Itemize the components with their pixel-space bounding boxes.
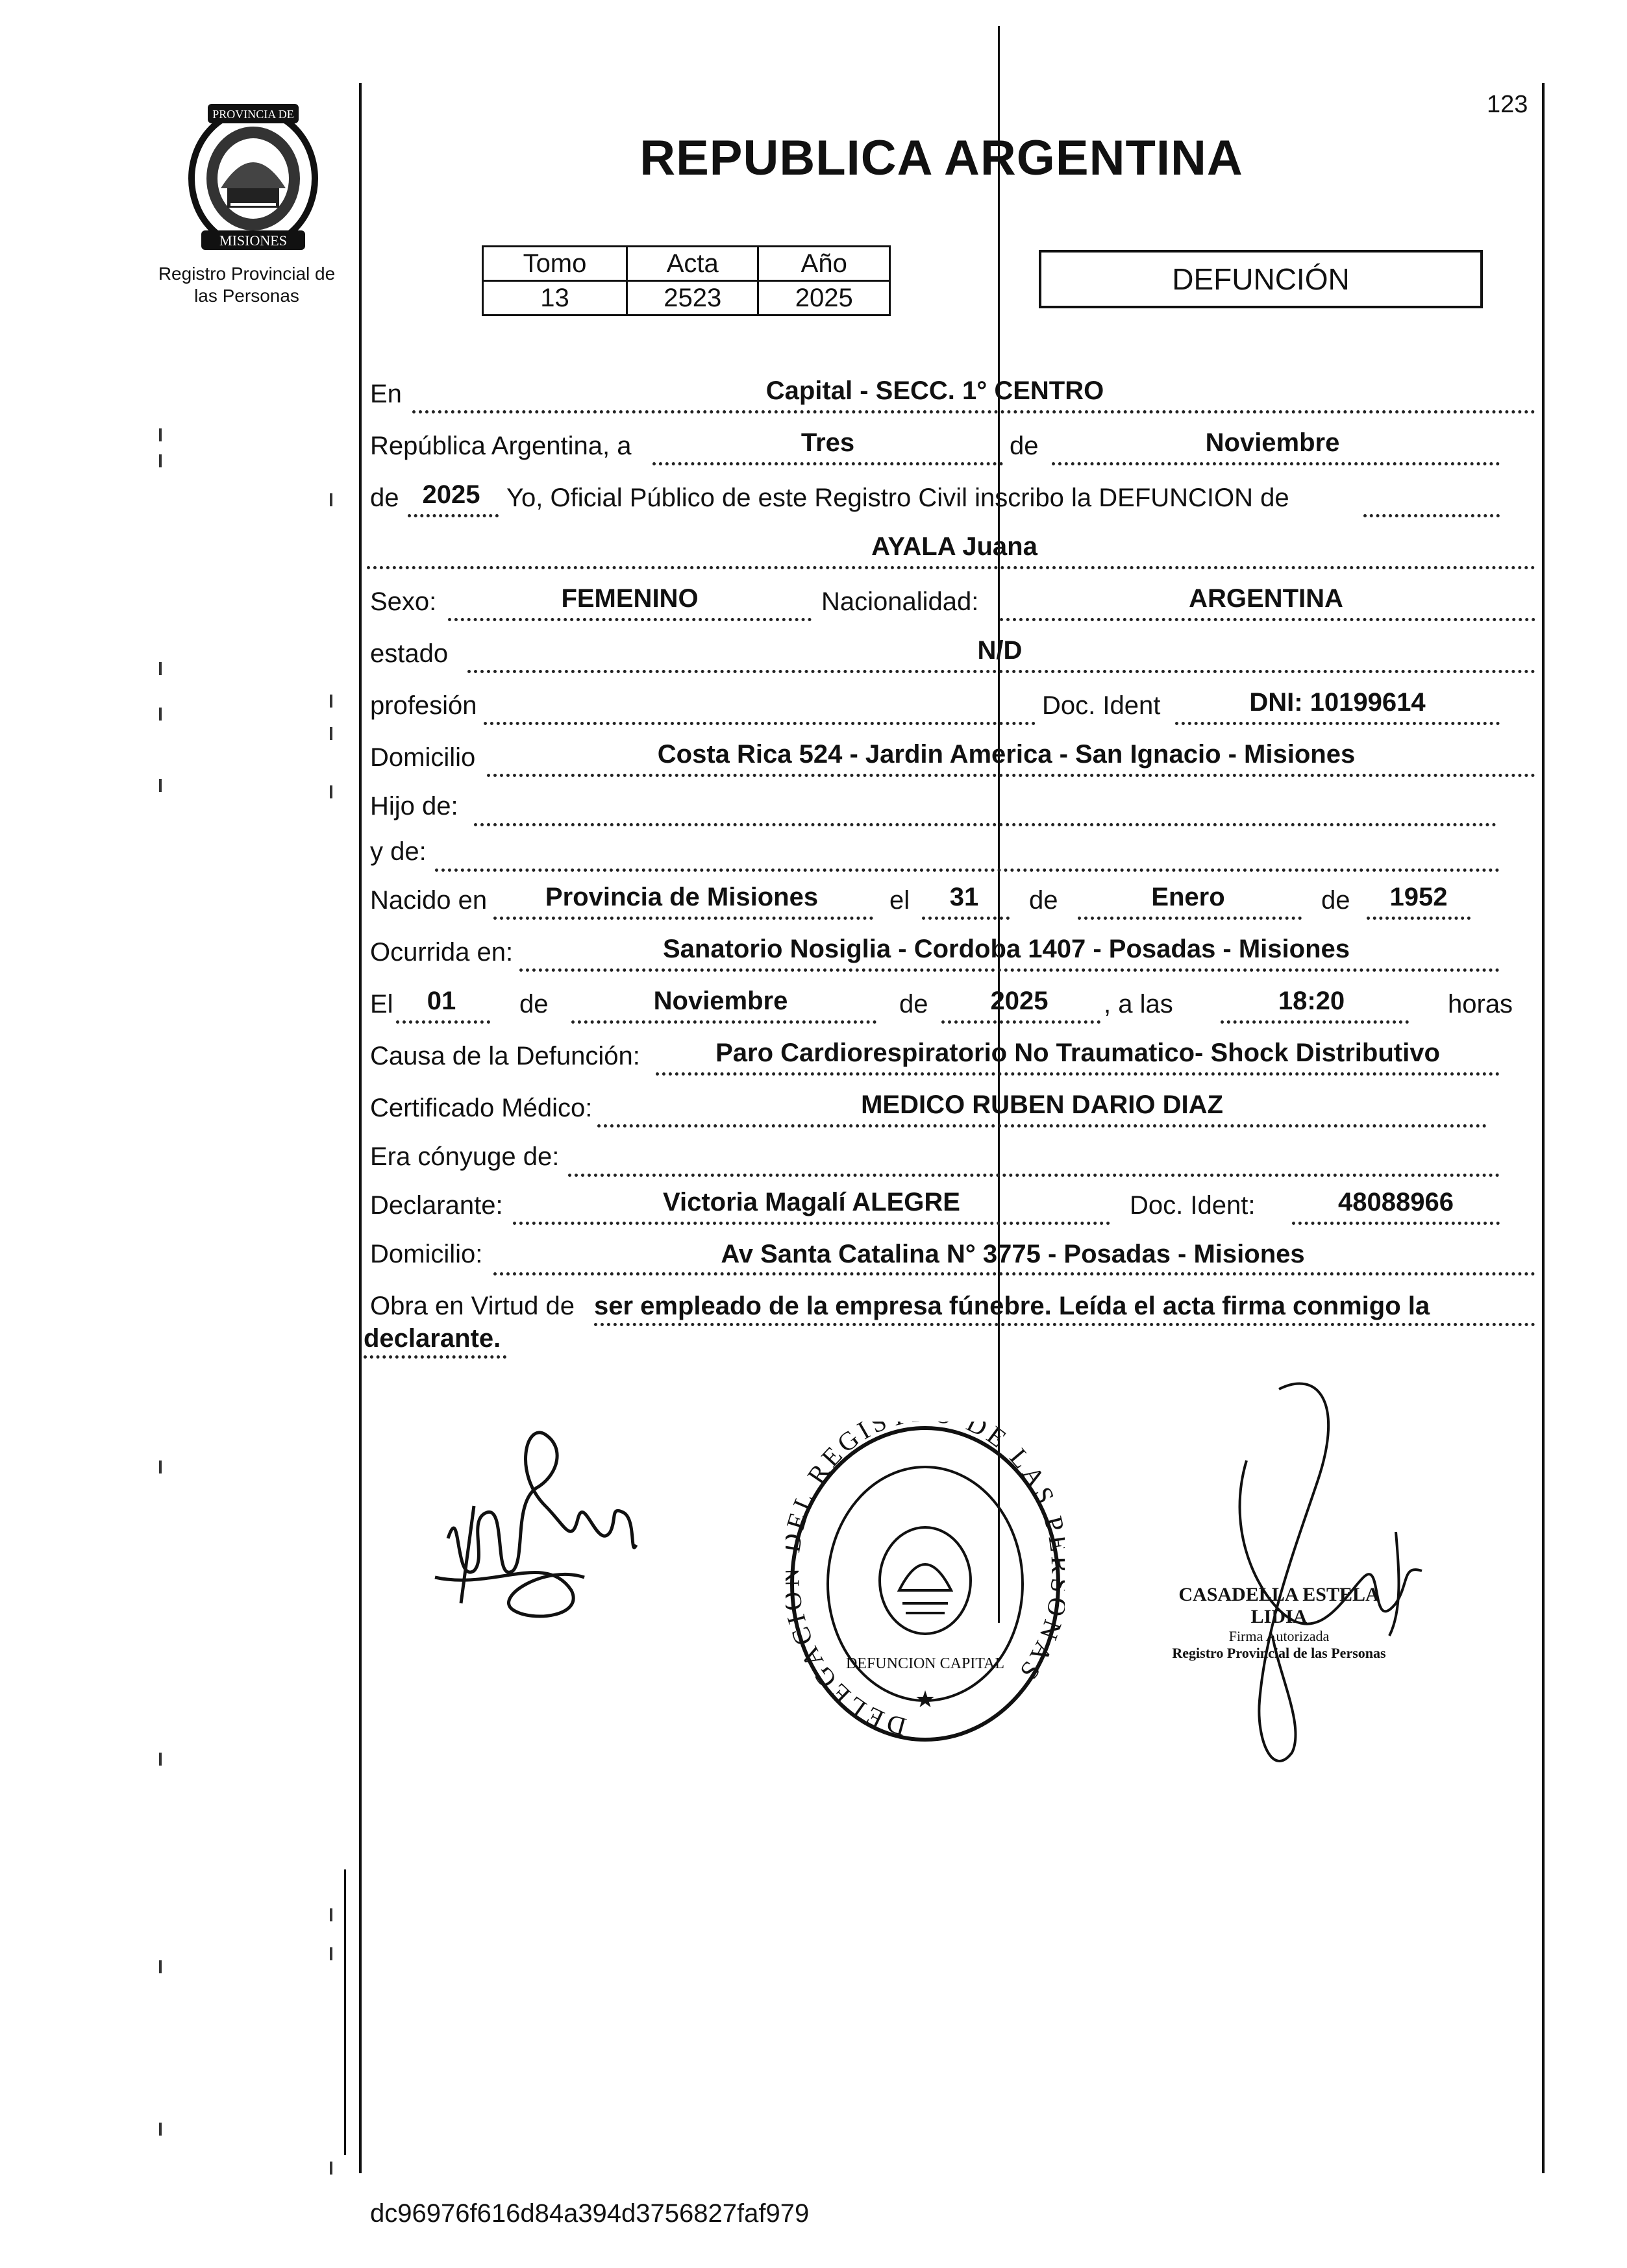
obra-label: Obra en Virtud de — [370, 1292, 575, 1320]
causa-value: Paro Cardiorespiratorio No Traumatico- Shock Distributivo — [715, 1039, 1440, 1067]
sexo-value: FEMENINO — [561, 584, 699, 613]
obra-value-line1: ser empleado de la empresa fúnebre. Leída el acta firma conmigo la — [594, 1292, 1430, 1320]
issuer-logo — [182, 97, 325, 253]
declarante-label: Declarante: — [370, 1191, 503, 1220]
margin-mark — [159, 1960, 162, 1973]
month-word: Noviembre — [1205, 428, 1340, 457]
intro-dots — [1363, 514, 1500, 517]
declarant-signature — [416, 1422, 662, 1636]
value-acta: 2523 — [627, 281, 758, 315]
hijo-dots — [474, 823, 1497, 826]
causa-label: Causa de la Defunción: — [370, 1042, 640, 1070]
birth-de2-label: de — [1321, 886, 1350, 915]
obra-dots-2 — [364, 1355, 506, 1359]
issuer-name-line2: las Personas — [194, 286, 299, 306]
document-hash: dc96976f616d84a394d3756827faf979 — [370, 2199, 810, 2228]
death-month-dots — [571, 1020, 876, 1024]
margin-mark — [159, 662, 162, 675]
death-time: 18:20 — [1278, 987, 1345, 1015]
margin-mark — [159, 454, 162, 467]
margin-mark — [159, 1461, 162, 1473]
decl-dom-value: Av Santa Catalina N° 3775 - Posadas - Misiones — [721, 1240, 1305, 1268]
place-dots — [412, 410, 1535, 413]
page-title: REPUBLICA ARGENTINA — [640, 130, 1243, 186]
nacionalidad-label: Nacionalidad: — [821, 587, 979, 616]
ocurrida-value: Sanatorio Nosiglia - Cordoba 1407 - Posadas - Misiones — [662, 935, 1350, 963]
month-word-dots — [1052, 462, 1500, 465]
nacido-label: Nacido en — [370, 886, 488, 915]
domicilio-value: Costa Rica 524 - Jardin America - San Ignacio - Misiones — [657, 740, 1356, 769]
profesion-label: profesión — [370, 691, 477, 720]
birth-day: 31 — [949, 883, 979, 911]
ocurrida-dots — [519, 968, 1500, 972]
left-margin-line-2 — [344, 1869, 346, 2155]
yde-dots — [435, 869, 1500, 872]
el-death-label: El — [370, 990, 393, 1018]
value-tomo: 13 — [483, 281, 627, 315]
issuer-name-line1: Registro Provincial de — [158, 264, 336, 284]
death-time-dots — [1221, 1020, 1409, 1024]
profesion-dots — [484, 722, 1036, 725]
header-ano: Año — [758, 247, 890, 281]
stamp-ring-text: DELEGAC L REGIS DE LAS NAS — [786, 1422, 1065, 1742]
yde-label: y de: — [370, 837, 427, 866]
decl-dom-dots — [493, 1272, 1535, 1276]
deceased-name-dots — [367, 566, 1535, 569]
birth-month: Enero — [1151, 883, 1225, 911]
value-ano: 2025 — [758, 281, 890, 315]
doc-ident-dots — [1175, 722, 1500, 725]
decl-doc-dots — [1292, 1222, 1500, 1225]
margin-mark — [159, 708, 162, 721]
record-number-table — [482, 245, 891, 316]
margin-mark — [330, 1947, 332, 1960]
obra-dots-1 — [594, 1323, 1535, 1326]
de-label: de — [1010, 432, 1039, 460]
certificado-dots — [597, 1124, 1487, 1128]
estado-dots — [467, 670, 1535, 673]
logo-top-text: PROVINCIA DE — [212, 108, 294, 121]
registry-stamp — [786, 1422, 1065, 1746]
year-prefix: de — [370, 484, 399, 512]
hijo-label: Hijo de: — [370, 792, 458, 820]
place-value: Capital - SECC. 1° CENTRO — [765, 376, 1104, 405]
official-name: CASADELLA ESTELA LIDIA — [1178, 1584, 1380, 1627]
declarante-dots — [513, 1222, 1110, 1225]
page-number: 123 — [1487, 91, 1528, 118]
margin-mark — [330, 1908, 332, 1921]
death-month: Noviembre — [653, 987, 788, 1015]
day-word-dots — [652, 462, 1003, 465]
estado-value: N/D — [977, 636, 1023, 665]
official-role-line2: Registro Provincial de las Personas — [1172, 1645, 1386, 1661]
record-table-header-row — [483, 247, 890, 281]
death-day: 01 — [427, 987, 456, 1015]
margin-mark — [330, 2162, 332, 2175]
issuer-name — [130, 263, 364, 307]
sexo-label: Sexo: — [370, 587, 437, 616]
causa-dots — [656, 1072, 1500, 1076]
nacido-value: Provincia de Misiones — [545, 883, 819, 911]
doc-ident-value: DNI: 10199614 — [1249, 688, 1426, 717]
birth-year: 1952 — [1389, 883, 1448, 911]
margin-mark — [330, 493, 332, 506]
ocurrida-label: Ocurrida en: — [370, 938, 514, 967]
alas-label: , a las — [1104, 990, 1173, 1018]
death-day-dots — [396, 1020, 490, 1024]
margin-mark — [159, 2123, 162, 2136]
birth-year-dots — [1367, 917, 1471, 920]
intro-text: Yo, Oficial Público de este Registro Civil inscribo la DEFUNCION de — [506, 484, 1289, 512]
header-tomo: Tomo — [483, 247, 627, 281]
birth-month-dots — [1078, 917, 1302, 920]
certificado-label: Certificado Médico: — [370, 1094, 593, 1122]
nacido-dots — [493, 917, 873, 920]
record-type: DEFUNCIÓN — [1172, 262, 1350, 296]
right-margin-line — [1542, 83, 1545, 2173]
death-de2-label: de — [899, 990, 928, 1018]
logo-bottom-text: MISIONES — [219, 232, 287, 249]
decl-dom-label: Domicilio: — [370, 1240, 483, 1268]
day-word: Tres — [801, 428, 855, 457]
certificado-value: MEDICO RUBEN DARIO DIAZ — [861, 1091, 1223, 1119]
obra-value-line2: declarante. — [364, 1324, 501, 1353]
year-dots — [408, 514, 499, 517]
conyuge-label: Era cónyuge de: — [370, 1142, 560, 1171]
official-signature — [1149, 1363, 1454, 1785]
conyuge-dots — [568, 1174, 1500, 1177]
nacionalidad-value: ARGENTINA — [1189, 584, 1343, 613]
domicilio-label: Domicilio — [370, 743, 476, 772]
official-role-line1: Firma Autorizada — [1228, 1628, 1330, 1644]
decl-doc-label: Doc. Ident: — [1130, 1191, 1256, 1220]
decl-doc-value: 48088966 — [1338, 1188, 1454, 1216]
margin-mark — [159, 1753, 162, 1766]
doc-ident-label: Doc. Ident — [1042, 691, 1161, 720]
domicilio-dots — [487, 774, 1535, 777]
margin-mark — [330, 727, 332, 740]
sexo-dots — [448, 618, 812, 621]
horas-label: horas — [1448, 990, 1513, 1018]
margin-mark — [159, 428, 162, 441]
record-type-box — [1039, 250, 1483, 308]
death-year-dots — [941, 1020, 1100, 1024]
stamp-inner-text: DEFUNCION CAPITAL — [845, 1655, 1005, 1672]
margin-mark — [330, 695, 332, 708]
death-de1-label: de — [519, 990, 549, 1018]
en-label: En — [370, 380, 402, 408]
official-stamp — [1149, 1584, 1409, 1662]
birth-de1-label: de — [1029, 886, 1058, 915]
nacionalidad-dots — [1000, 618, 1535, 621]
year-value: 2025 — [422, 480, 480, 509]
svg-text:★: ★ — [914, 1686, 936, 1712]
death-year: 2025 — [990, 987, 1049, 1015]
birth-day-dots — [922, 917, 1010, 920]
left-margin-line — [359, 83, 362, 2173]
record-table-value-row — [483, 281, 890, 315]
republica-label: República Argentina, a — [370, 432, 632, 460]
header-acta: Acta — [627, 247, 758, 281]
margin-mark — [159, 779, 162, 792]
margin-mark — [330, 785, 332, 798]
declarante-value: Victoria Magalí ALEGRE — [663, 1188, 960, 1216]
el-label: el — [889, 886, 910, 915]
estado-label: estado — [370, 639, 449, 668]
deceased-name: AYALA Juana — [871, 532, 1037, 561]
